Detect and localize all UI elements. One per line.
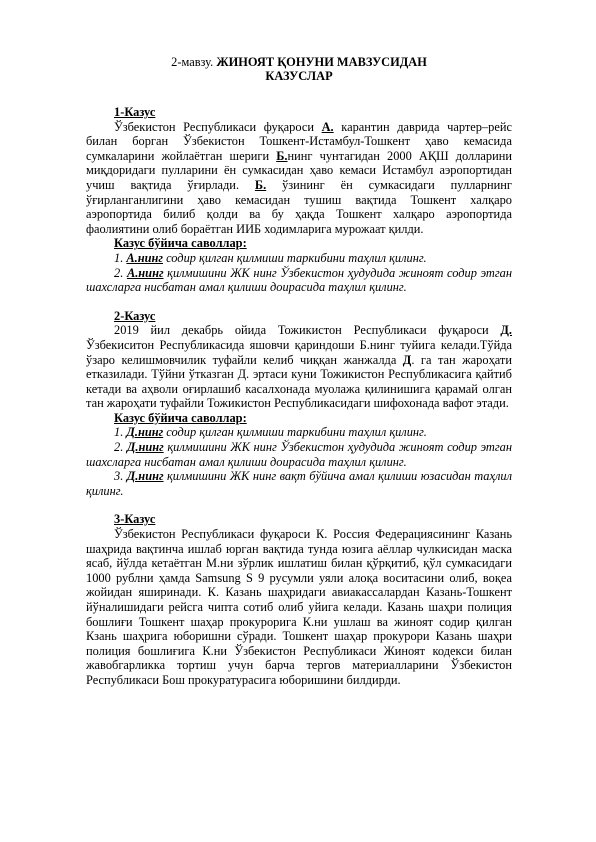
question-subject: А.нинг: [126, 265, 164, 280]
text-run: нинг чунтагидан 2000 АҚШ долларини миқдоридаги пулларини ён сумкасидан ҳаво кемаси Истамбул аэропортидан учиш вақтида ўғирлади.: [86, 148, 513, 192]
question-subject: Д.нинг: [126, 425, 164, 440]
question-text: қилмишини ЖК нинг вақт бўйича амал қилиши юзасидан таҳлил қилинг.: [86, 469, 513, 498]
text-run: ўзининг ён сумкасидаги пулларнинг ўғирланганлигини ҳаво кемасидан тушиш вақтида Тошкент халқаро аэропортида билиб қолди ва бу ҳақда Тошкент халқаро аэропортида фаолиятини олиб бораётган ИИБ ходимларига мурожаат қилди.: [86, 177, 512, 236]
text-run: Ўзбекистон Республикаси фуқароси К. Россия Федерациясининг Казань шаҳрида вақтинча ишлаб юрган вақтида тунда юзига аёллар чулкисидан маска ясаб, йўлда кетаётган М.ни зўрлик ишлатиш билан қўрқитиб, қўл сумкасидаги 1000 рублни ҳамда Samsung S 9 русумли уяли алоқа воситасини олиб, воқеа жойидан яширинади. К. Казань шаҳридаги авиакассалардан Казань-Тошкент йўналишидаги рейсга чипта сотиб олиб уйига келади. Казань шаҳри полиция бошлиғи Тошкент шаҳар прокурорига К.ни ушлаш ва жиноят содир қилган Кзань шаҳрига юборишни сўради. Тошкент шаҳар прокурори Казань шаҳри полиция бошлиғига К.ни Ўзбекистон Республикаси Жиноят кодекси билан жавобгарликка тортиш учун барча тергов материалларини Ўзбекистон Республикаси Бош прокуратурасига юборишини билдирди.: [86, 527, 512, 687]
question-number: 1.: [114, 250, 127, 265]
text-run: карантин даврида чартер–рейс билан борган Ўзбекистон Тошкент-Истамбул-Тошкент ҳаво кемасида сумкаларини жойлаётган шериги: [86, 119, 512, 163]
question-item: [86, 251, 512, 266]
document-content: [86, 55, 512, 688]
spacer: [86, 83, 512, 105]
text-run: 2019 йил декабрь ойида Тожикистон Республикаси фуқароси: [114, 323, 501, 338]
title-prefix: 2-мавзу.: [171, 55, 217, 69]
question-number: 2.: [114, 265, 127, 280]
question-number: 1.: [114, 425, 127, 440]
question-item: [86, 425, 512, 440]
question-text: қилмишини ЖК нинг Ўзбекистон ҳудудида жиноят содир этган шахсларга нисбатан амал қилиши доирасида таҳлил қилинг.: [86, 265, 513, 295]
question-subject: Д.нинг: [126, 440, 164, 455]
question-subject: А.нинг: [126, 250, 163, 265]
text-run: . га тан жароҳати етказилади. Тўйни ўтказган Д. эртаси куни Тожикистон Республикасига қайтиб кетади ва аҳволи оғирлашиб касалхонада муолажа қилинишига қарамай олган тан жароҳати туфайли Тожикистон Республикасидаги шифохонада вафот этади.: [86, 352, 512, 411]
question-number: 3.: [114, 469, 127, 484]
text-run: Ўзбекистон Республикаси фуқароси: [114, 119, 322, 134]
bold-name: А.: [321, 119, 334, 134]
bold-name: Б.: [276, 148, 288, 163]
case-heading: 2-Казус: [114, 308, 156, 323]
page-title: [86, 55, 512, 83]
question-subject: Д.нинг: [126, 469, 164, 484]
case-body: [86, 527, 512, 688]
questions-list: [86, 425, 512, 498]
bold-name: Д: [402, 352, 412, 367]
spacer: [86, 295, 512, 309]
question-number: 2.: [114, 440, 127, 455]
text-run: Ўзбекиситон Республикасида яшовчи қариндоши Б.нинг туйига келади.Тўйда ўзаро келишмовчилик туфайли келиб чиққан жанжалда: [86, 337, 512, 367]
questions-heading: Казус бўйича саволлар:: [114, 410, 247, 425]
question-text: содир қилган қилмиши таркибини таҳлил қилинг.: [162, 250, 427, 265]
case-heading: 3-Казус: [114, 512, 156, 527]
question-text: содир қилган қилмиши таркибини таҳлил қилинг.: [163, 425, 427, 440]
case-3: [86, 512, 512, 687]
case-heading: 1-Казус: [114, 105, 156, 119]
case-1: [86, 105, 512, 295]
bold-name: Б.: [254, 177, 267, 192]
case-body: [86, 120, 512, 237]
questions-list: [86, 251, 512, 295]
questions-heading: Казус бўйича саволлар:: [114, 236, 247, 251]
case-2: [86, 309, 512, 499]
title-line-1: [86, 55, 512, 69]
question-text: қилмишини ЖК нинг Ўзбекистон ҳудудида жиноят содир этган шахсларга нисбатан амал қилиши доирасида таҳлил қилинг.: [86, 440, 513, 469]
spacer: [86, 498, 512, 512]
question-item: [86, 266, 512, 295]
title-bold: ЖИНОЯТ ҚОНУНИ МАВЗУСИДАН: [216, 55, 427, 69]
question-item: [86, 469, 512, 498]
title-line-2: КАЗУСЛАР: [265, 69, 333, 83]
case-body: [86, 323, 512, 411]
bold-name: Д.: [500, 323, 512, 338]
question-item: [86, 440, 512, 469]
